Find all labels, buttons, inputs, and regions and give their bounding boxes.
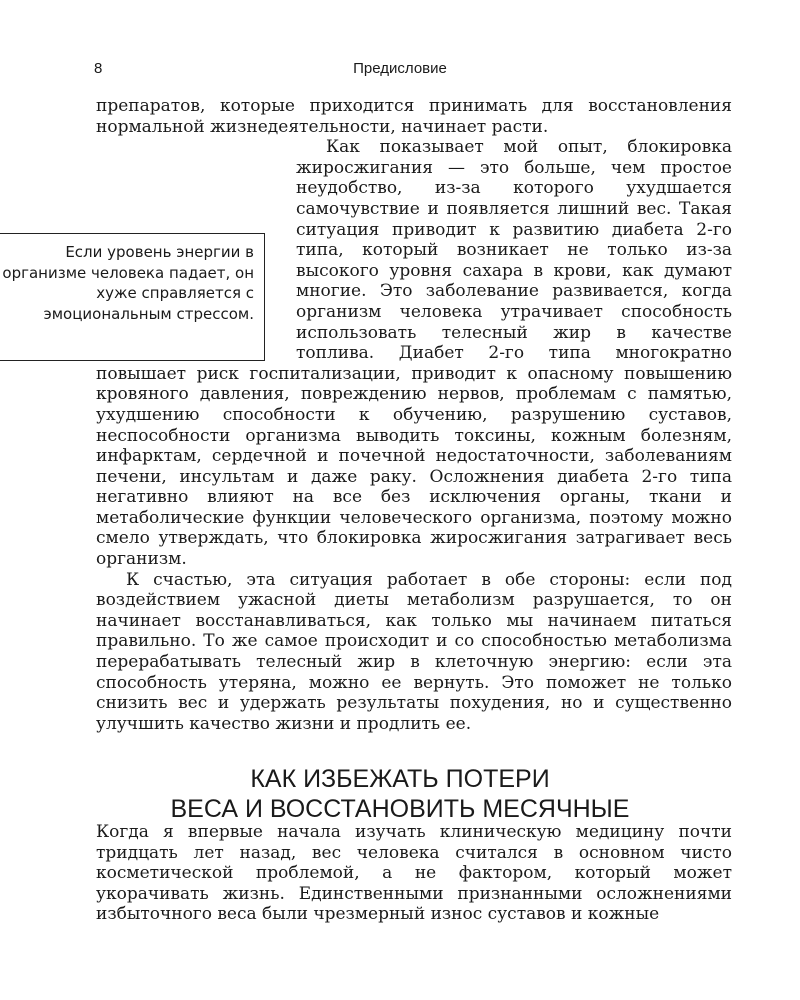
paragraph-experience-text: Как показывает мой опыт, блокировка жиросжигания — это больше, чем простое неудобство, из-за которого ухудшается самочувствие и появляется лишний вес. Такая ситуация приводит к развитию диабета 2-го типа, который возникает не только из-за высокого уровня сахара в крови, как думают многие. Это заболевание развивается, когда организм человека утрачивает способность использовать телесный жир в качестве топлива. Диабет 2-го типа многократно повышает риск госпитализации, приводит к опасному повышению кровяного давления, повреждению нервов, проблемам с памятью, ухудшению способности к обучению, разрушению суставов, неспособности организма выводить токсины, кожным болезням, инфарктам, сердечной и почечной недостаточности, заболеваниям печени, инсультам и даже раку. Осложнения диабета 2-го типа негативно влияют на все без исключения органы, ткани и метаболические функции человеческого организма, поэтому можно смело утверждать, что блокировка жиросжигания затрагивает весь организм. xyxy=(96,137,732,570)
section-heading-line-2: ВЕСА И ВОССТАНОВИТЬ МЕСЯЧНЫЕ xyxy=(170,795,630,823)
page-number: 8 xyxy=(94,60,103,77)
section-heading-line-1: КАК ИЗБЕЖАТЬ ПОТЕРИ xyxy=(250,765,550,793)
sidebar-callout: Если уровень энергии в организме человека падает, он хуже справляется с эмоциональным стрессом. xyxy=(0,233,265,361)
section-heading xyxy=(0,764,800,824)
paragraph-fortunately: К счастью, эта ситуация работает в обе стороны: если под воздействием ужасной диеты метаболизм разрушается, то он начинает восстанавливаться, как только мы начинаем питаться правильно. То же самое происходит и со способностью метаболизма перерабатывать телесный жир в клеточную энергию: если эта способность утеряна, можно ее вернуть. Это поможет не только снизить вес и удержать результаты похудения, но и существенно улучшить качество жизни и продлить ее. xyxy=(96,569,732,734)
running-head: Предисловие xyxy=(353,60,447,77)
section-paragraph: Когда я впервые начала изучать клиническую медицину почти тридцать лет назад, вес человека считался в основном чисто косметической проблемой, а не фактором, который может укорачивать жизнь. Единственными признанными осложнениями избыточного веса были чрезмерный износ суставов и кожные xyxy=(96,822,732,925)
body-text xyxy=(96,96,732,734)
section-body xyxy=(96,822,732,925)
paragraph-continuation: препаратов, которые приходится принимать для восстановления нормальной жизнедеятельности, начинает расти. xyxy=(96,96,732,137)
